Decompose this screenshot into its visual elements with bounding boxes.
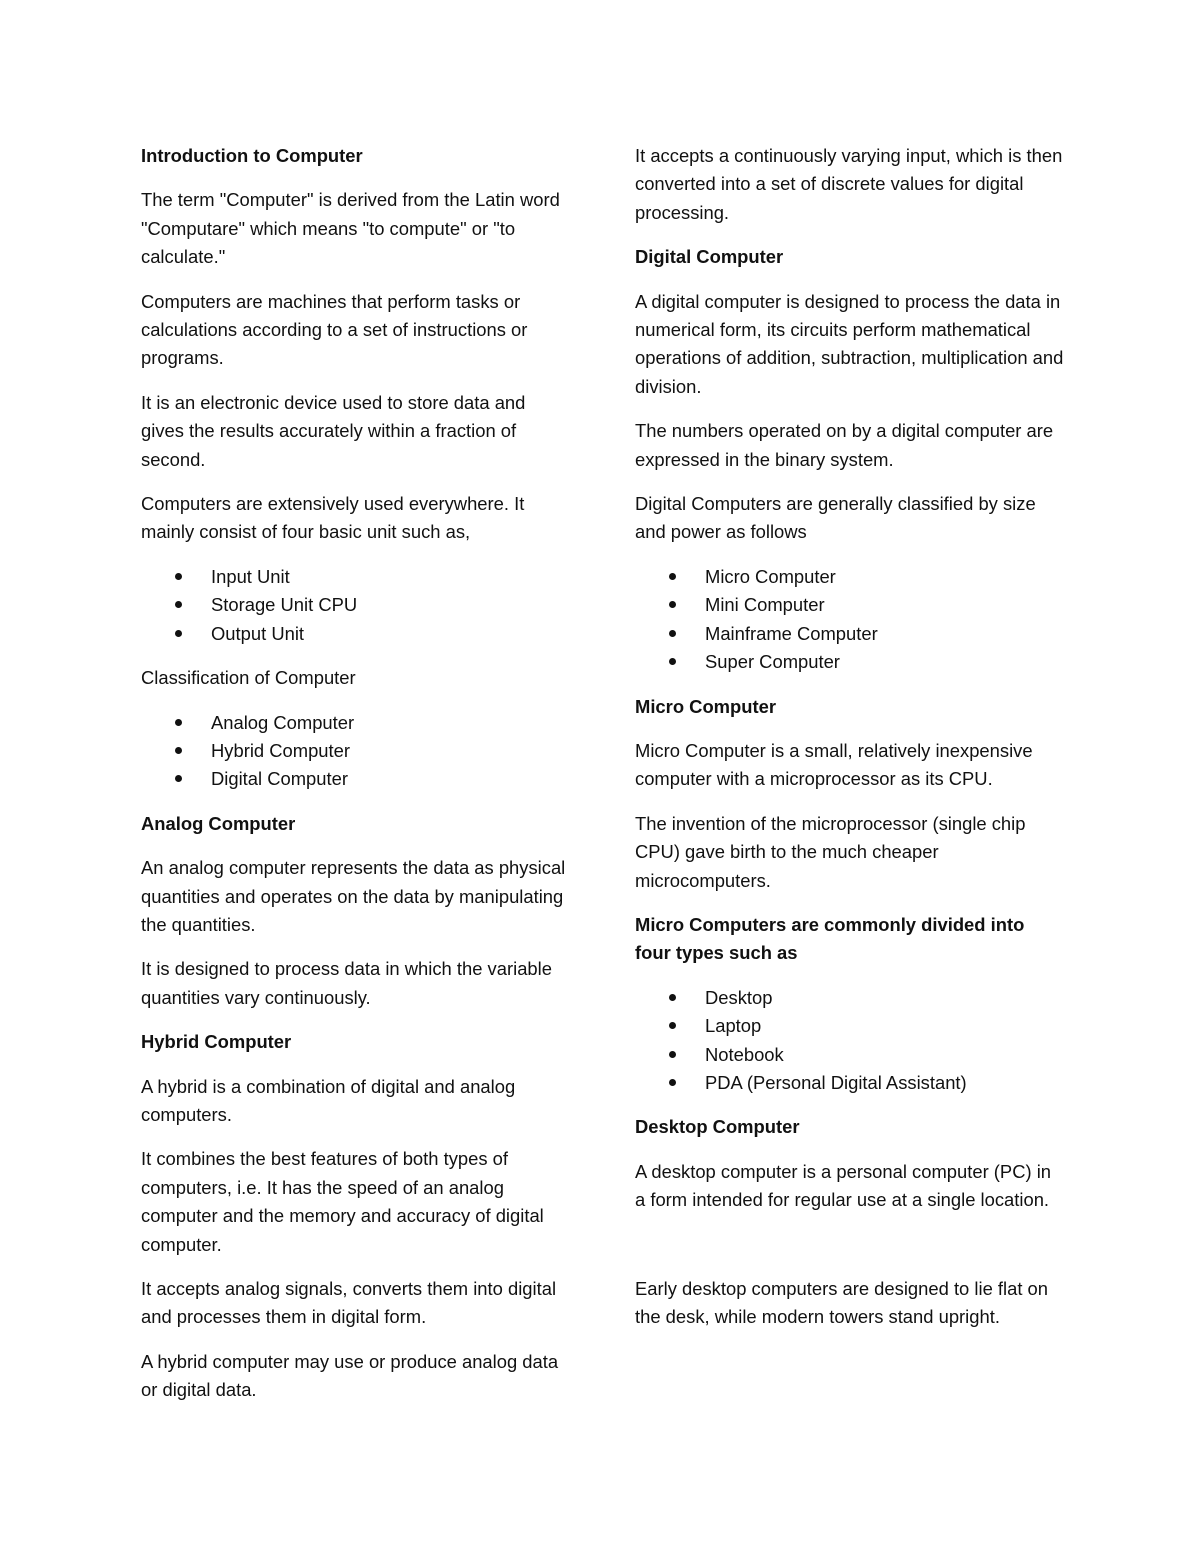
intro-paragraph-2: Computers are machines that perform tasks or calculations according to a set of instructions or programs. xyxy=(141,290,528,369)
digital-paragraph-1: A digital computer is designed to process the data in numerical form, its circuits perform mathematical operations of addition, subtraction, multiplication and division. xyxy=(635,290,1064,397)
list-item xyxy=(635,1069,1065,1097)
bullet-icon xyxy=(669,601,676,608)
list-item-label: Mainframe Computer xyxy=(705,622,878,644)
intro-paragraph-1: The term "Computer" is derived from the Latin word "Computare" which means "to compute" or "to calculate." xyxy=(141,189,560,268)
list-item-label: Digital Computer xyxy=(211,768,348,790)
hybrid-paragraph-5: It accepts a continuously varying input, which is then converted into a set of discrete values for digital processing. xyxy=(635,145,1063,223)
list-item-label: Laptop xyxy=(705,1015,762,1037)
list-item xyxy=(635,648,1065,676)
hybrid-paragraph-2: It combines the best features of both types of computers, i.e. It has the speed of an analog computer and the memory and accuracy of digital computer. xyxy=(141,1148,544,1255)
hybrid-paragraph-4: A hybrid computer may use or produce analog data or digital data. xyxy=(141,1350,559,1401)
left-column xyxy=(141,142,571,1421)
desktop-paragraph-2: Early desktop computers are designed to lie flat on the desk, while modern towers stand upright. xyxy=(635,1277,1048,1327)
intro-heading: Introduction to Computer xyxy=(141,145,363,166)
digital-types-list xyxy=(635,563,1065,677)
bullet-icon xyxy=(175,601,182,608)
micro-paragraph-1: Micro Computer is a small, relatively inexpensive computer with a microprocessor as its CPU. xyxy=(635,739,1033,790)
bullet-icon xyxy=(175,630,182,637)
list-item-label: Super Computer xyxy=(705,651,840,673)
list-item xyxy=(635,1012,1065,1040)
list-item xyxy=(635,620,1065,648)
list-item-label: PDA (Personal Digital Assistant) xyxy=(705,1071,967,1093)
list-item xyxy=(141,591,571,619)
list-item-label: Hybrid Computer xyxy=(211,739,350,761)
blank-line-spacer xyxy=(635,1231,1065,1275)
bullet-icon xyxy=(669,1079,676,1086)
bullet-icon xyxy=(175,573,182,580)
micro-types-heading: Micro Computers are commonly divided into four types such as xyxy=(635,913,1025,964)
analog-paragraph-1: An analog computer represents the data as physical quantities and operates on the data by manipulating the quantities. xyxy=(141,857,566,935)
list-item xyxy=(141,737,571,765)
bullet-icon xyxy=(669,1051,676,1058)
list-item xyxy=(141,563,571,591)
hybrid-paragraph-1: A hybrid is a combination of digital and analog computers. xyxy=(141,1075,516,1125)
hybrid-heading: Hybrid Computer xyxy=(141,1031,292,1053)
bullet-icon xyxy=(175,719,182,726)
list-item-label: Output Unit xyxy=(211,622,305,644)
digital-paragraph-3: Digital Computers are generally classified by size and power as follows xyxy=(635,493,1036,543)
right-column xyxy=(635,142,1065,1347)
classification-heading: Classification of Computer xyxy=(141,667,356,689)
desktop-heading: Desktop Computer xyxy=(635,1116,800,1138)
bullet-icon xyxy=(669,1022,676,1029)
desktop-paragraph-1: A desktop computer is a personal computer (PC) in a form intended for regular use at a single location. xyxy=(635,1160,1052,1211)
digital-paragraph-2: The numbers operated on by a digital computer are expressed in the binary system. xyxy=(635,420,1054,470)
bullet-icon xyxy=(175,775,182,782)
list-item xyxy=(635,1041,1065,1069)
classification-list xyxy=(141,709,571,794)
micro-paragraph-2: The invention of the microprocessor (single chip CPU) gave birth to the much cheaper microcomputers. xyxy=(635,812,1026,891)
list-item-label: Storage Unit CPU xyxy=(211,594,358,616)
list-item-label: Input Unit xyxy=(211,565,290,587)
list-item xyxy=(635,563,1065,591)
hybrid-paragraph-3: It accepts analog signals, converts them into digital and processes them in digital form. xyxy=(141,1278,557,1328)
micro-heading: Micro Computer xyxy=(635,695,777,717)
list-item-label: Notebook xyxy=(705,1043,784,1065)
analog-paragraph-2: It is designed to process data in which the variable quantities vary continuously. xyxy=(141,958,552,1008)
bullet-icon xyxy=(669,994,676,1001)
list-item-label: Micro Computer xyxy=(705,565,836,587)
bullet-icon xyxy=(669,658,676,665)
list-item-label: Mini Computer xyxy=(705,594,825,616)
bullet-icon xyxy=(175,747,182,754)
list-item xyxy=(635,984,1065,1012)
list-item-label: Desktop xyxy=(705,986,773,1008)
list-item-label: Analog Computer xyxy=(211,711,355,733)
list-item xyxy=(141,709,571,737)
micro-types-list xyxy=(635,984,1065,1098)
list-item xyxy=(141,765,571,793)
units-list xyxy=(141,563,571,648)
bullet-icon xyxy=(669,630,676,637)
intro-paragraph-4: Computers are extensively used everywhere. It mainly consist of four basic unit such as, xyxy=(141,493,525,543)
digital-heading: Digital Computer xyxy=(635,246,784,268)
list-item xyxy=(635,591,1065,619)
list-item xyxy=(141,620,571,648)
intro-paragraph-3: It is an electronic device used to store data and gives the results accurately within a fraction of second. xyxy=(141,391,526,470)
bullet-icon xyxy=(669,573,676,580)
analog-heading: Analog Computer xyxy=(141,812,296,834)
